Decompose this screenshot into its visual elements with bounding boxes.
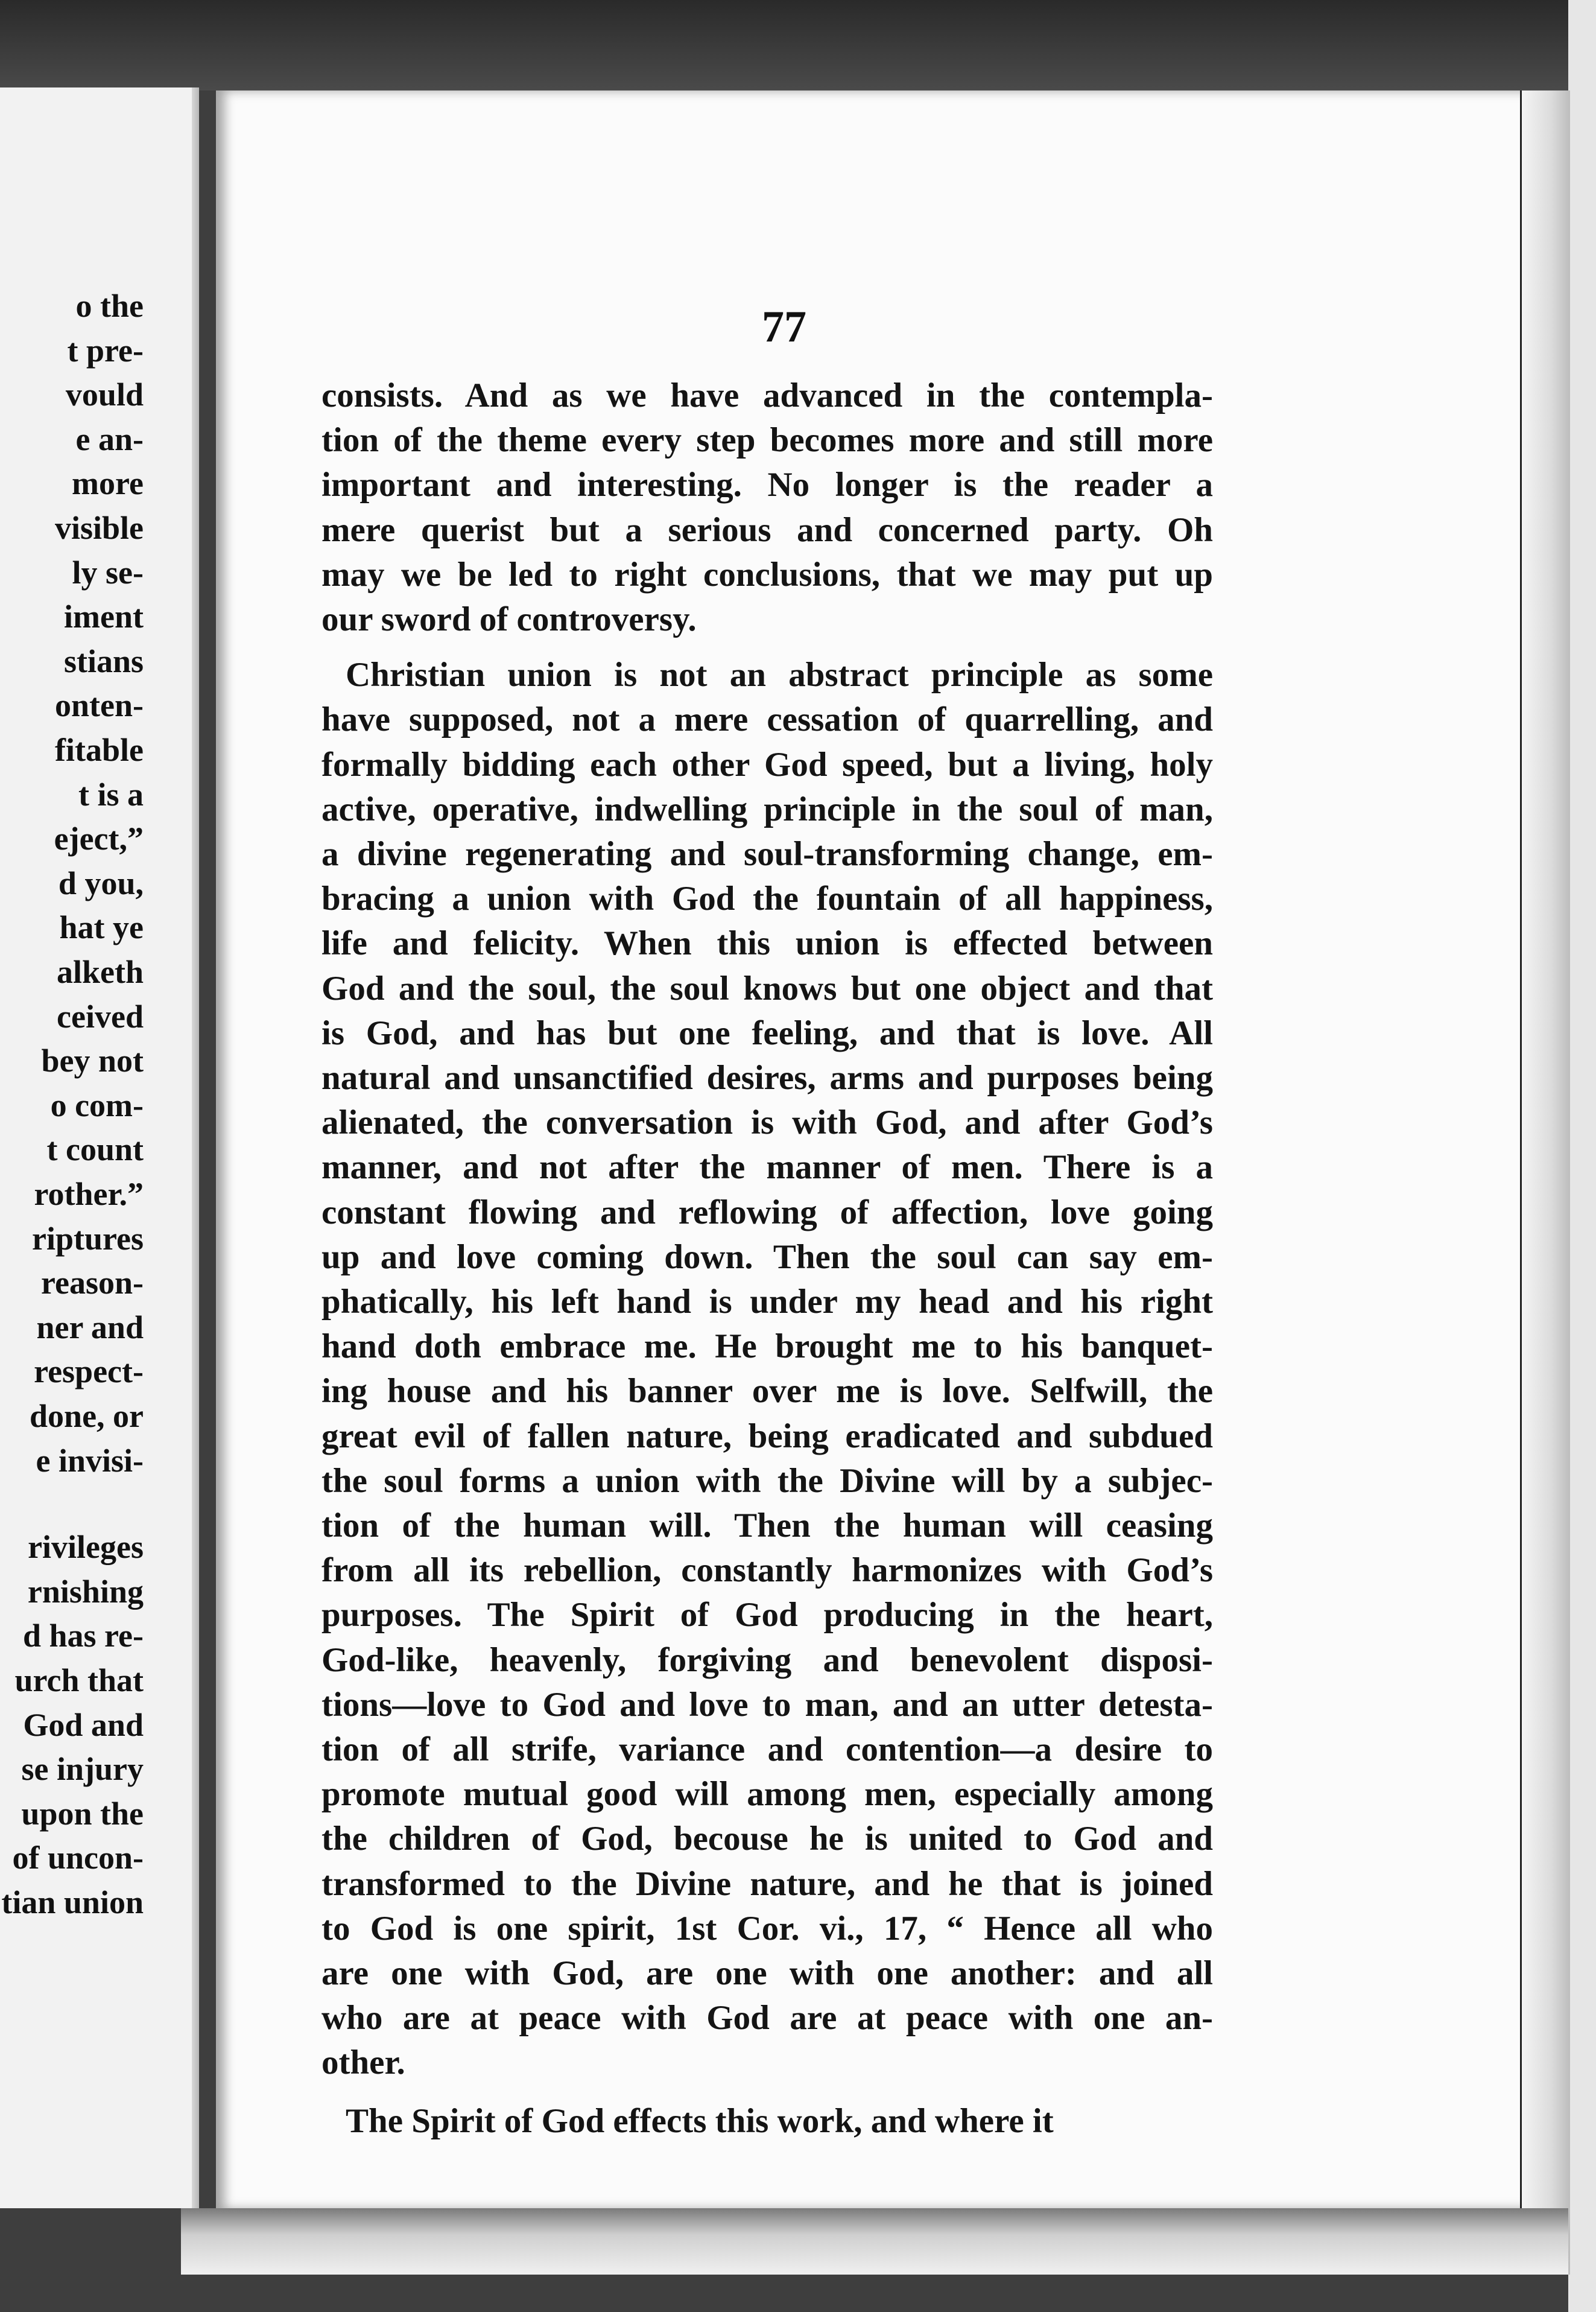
previous-page-line: God and: [23, 1706, 144, 1743]
previous-page-line: done, or: [30, 1398, 144, 1434]
previous-page-line: rother.”: [34, 1176, 144, 1212]
previous-page-fragment: [0, 87, 199, 2208]
text-line: may we be led to right conclusions, that we may put up: [321, 555, 1213, 594]
page-edge: [1520, 91, 1570, 2275]
text-line: phatically, his left hand is under my head and his right: [321, 1283, 1213, 1321]
text-line: alienated, the conversation is with God, and after God’s: [321, 1104, 1213, 1142]
previous-page-line: tian union: [1, 1884, 144, 1920]
text-line: ing house and his banner over me is love. Selfwill, the: [321, 1372, 1213, 1411]
previous-page-line: urch that: [14, 1662, 144, 1698]
previous-page-line: of uncon-: [12, 1840, 144, 1876]
text-line: the soul forms a union with the Divine will by a subjec-: [321, 1461, 1213, 1500]
previous-page-line: respect-: [34, 1353, 144, 1390]
text-line: tions—love to God and love to man, and an utter detesta-: [321, 1685, 1213, 1724]
previous-page-line: rivileges: [28, 1529, 144, 1566]
text-line: formally bidding each other God speed, but a living, holy: [321, 745, 1213, 784]
previous-page-line: t is a: [78, 776, 144, 813]
book-gutter: [192, 87, 199, 2208]
scan-background-top: [0, 0, 1596, 91]
previous-page-line: rnishing: [27, 1573, 144, 1610]
previous-page-line: upon the: [21, 1795, 144, 1832]
previous-page-line: ly se-: [72, 554, 144, 591]
text-line: natural and unsanctified desires, arms and purposes being: [321, 1059, 1213, 1097]
text-line: great evil of fallen nature, being eradicated and subdued: [321, 1417, 1213, 1455]
previous-page-line: onten-: [55, 687, 144, 724]
text-line: bracing a union with God the fountain of all happiness,: [321, 880, 1213, 918]
text-line: other.: [321, 2044, 405, 2082]
previous-page-line: o the: [75, 288, 144, 324]
text-line: are one with God, are one with one another: and all: [321, 1954, 1213, 1992]
text-line: who are at peace with God are at peace with one an-: [321, 1999, 1213, 2037]
previous-page-line: d has re-: [22, 1618, 144, 1654]
text-line: our sword of controversy.: [321, 600, 697, 638]
previous-page-line: more: [72, 465, 144, 502]
page-number: 77: [762, 302, 806, 352]
text-line: promote mutual good will among men, especially among: [321, 1775, 1213, 1814]
text-line: God and the soul, the soul knows but one object and that: [321, 969, 1213, 1008]
text-line: consists. And as we have advanced in the contempla-: [321, 376, 1213, 414]
text-line: tion of the theme every step becomes more and still more: [321, 421, 1213, 460]
previous-page-line: t pre-: [67, 332, 144, 369]
text-line: transformed to the Divine nature, and he that is joined: [321, 1864, 1213, 1903]
text-line: from all its rebellion, constantly harmonizes with God’s: [321, 1551, 1213, 1590]
text-line: constant flowing and reflowing of affection, love going: [321, 1193, 1213, 1231]
previous-page-line: ner and: [36, 1309, 144, 1345]
page-bottom-edge: [181, 2208, 1568, 2275]
text-line: purposes. The Spirit of God producing in the heart,: [321, 1596, 1213, 1634]
previous-page-line: reason-: [41, 1265, 144, 1301]
previous-page-line: fitable: [55, 732, 144, 768]
previous-page-line: stians: [63, 643, 144, 679]
text-line: The Spirit of God effects this work, and where it: [346, 2101, 1054, 2140]
text-line: tion of all strife, variance and contention—a desire to: [321, 1730, 1213, 1768]
scan-background-right: [1568, 0, 1596, 2312]
text-line: the children of God, becouse he is united to God and: [321, 1820, 1213, 1858]
text-line: God-like, heavenly, forgiving and benevolent disposi-: [321, 1640, 1213, 1679]
text-line: hand doth embrace me. He brought me to his banquet-: [321, 1327, 1213, 1366]
previous-page-line: bey not: [41, 1043, 144, 1079]
previous-page-line: vould: [65, 376, 144, 413]
previous-page-line: hat ye: [59, 909, 144, 946]
previous-page-line: se injury: [21, 1751, 144, 1788]
text-line: is God, and has but one feeling, and that is love. All: [321, 1014, 1213, 1052]
previous-page-line: t count: [46, 1131, 144, 1168]
previous-page-line: eject,”: [54, 821, 144, 857]
text-line: to God is one spirit, 1st Cor. vi., 17, “ Hence all who: [321, 1909, 1213, 1948]
previous-page-line: ceived: [57, 998, 144, 1035]
previous-page-line: riptures: [32, 1220, 144, 1257]
previous-page-line: visible: [54, 510, 144, 546]
text-line: have supposed, not a mere cessation of quarrelling, and: [321, 700, 1213, 739]
text-line: mere querist but a serious and concerned party. Oh: [321, 510, 1213, 549]
text-line: manner, and not after the manner of men. There is a: [321, 1148, 1213, 1187]
previous-page-line: e invisi-: [36, 1442, 144, 1479]
previous-page-line: d you,: [58, 865, 144, 901]
previous-page-line: e an-: [75, 421, 144, 457]
previous-page-line: o com-: [50, 1087, 144, 1123]
text-line: up and love coming down. Then the soul can say em-: [321, 1237, 1213, 1276]
text-line: life and felicity. When this union is effected between: [321, 924, 1213, 963]
previous-page-line: iment: [64, 599, 144, 635]
previous-page-line: alketh: [56, 954, 144, 990]
text-line: active, operative, indwelling principle in the soul of man,: [321, 790, 1213, 828]
text-line: a divine regenerating and soul-transforming change, em-: [321, 835, 1213, 873]
text-line: Christian union is not an abstract principle as some: [346, 656, 1213, 694]
text-line: important and interesting. No longer is the reader a: [321, 466, 1213, 504]
text-line: tion of the human will. Then the human will ceasing: [321, 1507, 1213, 1545]
